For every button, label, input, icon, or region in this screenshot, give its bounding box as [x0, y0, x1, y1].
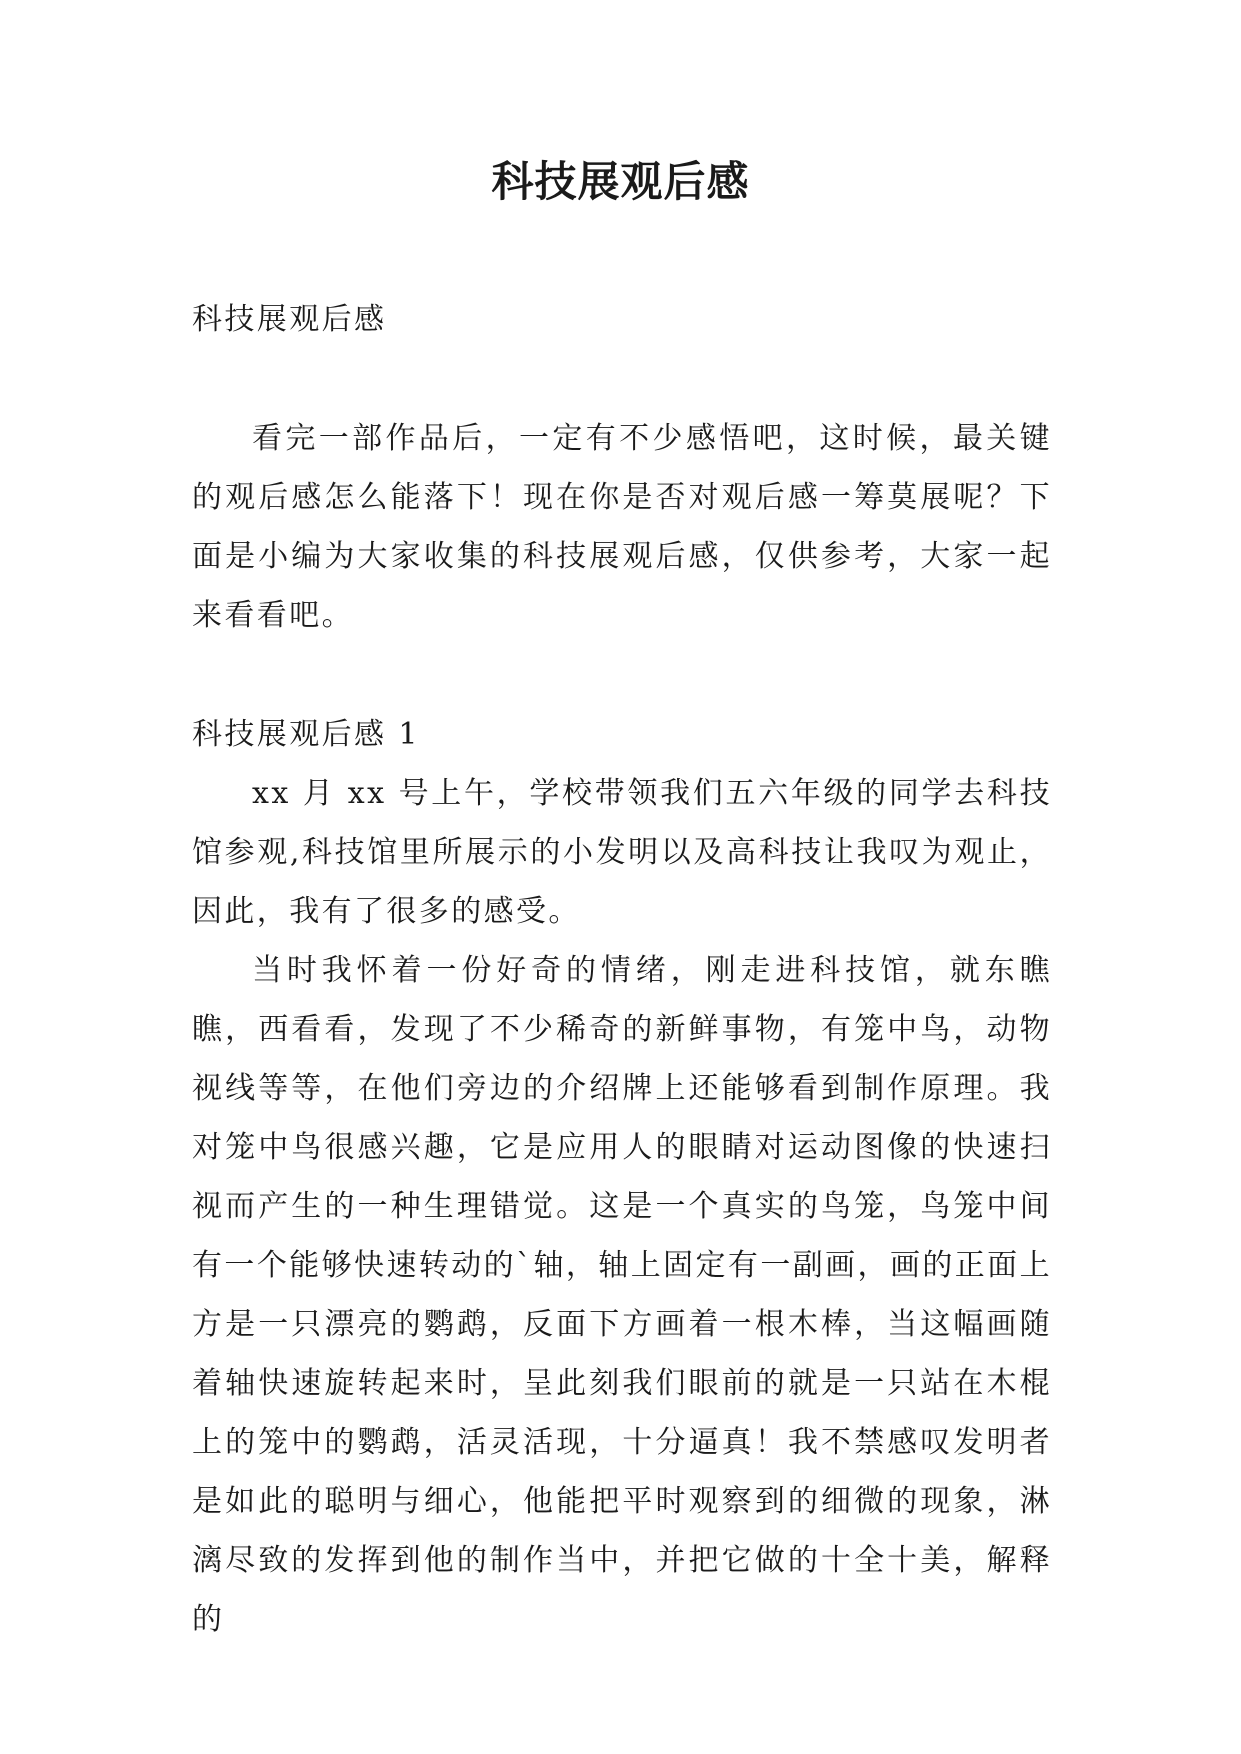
- document-subtitle: 科技展观后感: [192, 302, 387, 337]
- intro-paragraph: 看完一部作品后，一定有不少感悟吧，这时候，最关键的观后感怎么能落下！现在你是否对观后感一筹莫展呢？下面是小编为大家收集的科技展观后感，仅供参考，大家一起来看看吧。: [192, 421, 1052, 633]
- document-title: 科技展观后感: [491, 157, 750, 206]
- section-heading: 科技展观后感 1: [192, 717, 420, 752]
- body-paragraph: 当时我怀着一份好奇的情绪，刚走进科技馆，就东瞧瞧，西看看，发现了不少稀奇的新鲜事物，有笼中鸟，动物视线等等，在他们旁边的介绍牌上还能够看到制作原理。我对笼中鸟很感兴趣，它是应用人的眼睛对运动图像的快速扫视而产生的一种生理错觉。这是一个真实的鸟笼，鸟笼中间有一个能够快速转动的`轴，轴上固定有一副画，画的正面上方是一只漂亮的鹦鹉，反面下方画着一根木棒，当这幅画随着轴快速旋转起来时，呈此刻我们眼前的就是一只站在木棍上的笼中的鹦鹉，活灵活现，十分逼真！我不禁感叹发明者是如此的聪明与细心，他能把平时观察到的细微的现象，淋漓尽致的发挥到他的制作当中，并把它做的十全十美，解释的: [192, 953, 1052, 1637]
- body-paragraph: xx 月 xx 号上午，学校带领我们五六年级的同学去科技馆参观,科技馆里所展示的小发明以及高科技让我叹为观止，因此，我有了很多的感受。: [192, 776, 1052, 929]
- document-body: [192, 290, 1052, 1649]
